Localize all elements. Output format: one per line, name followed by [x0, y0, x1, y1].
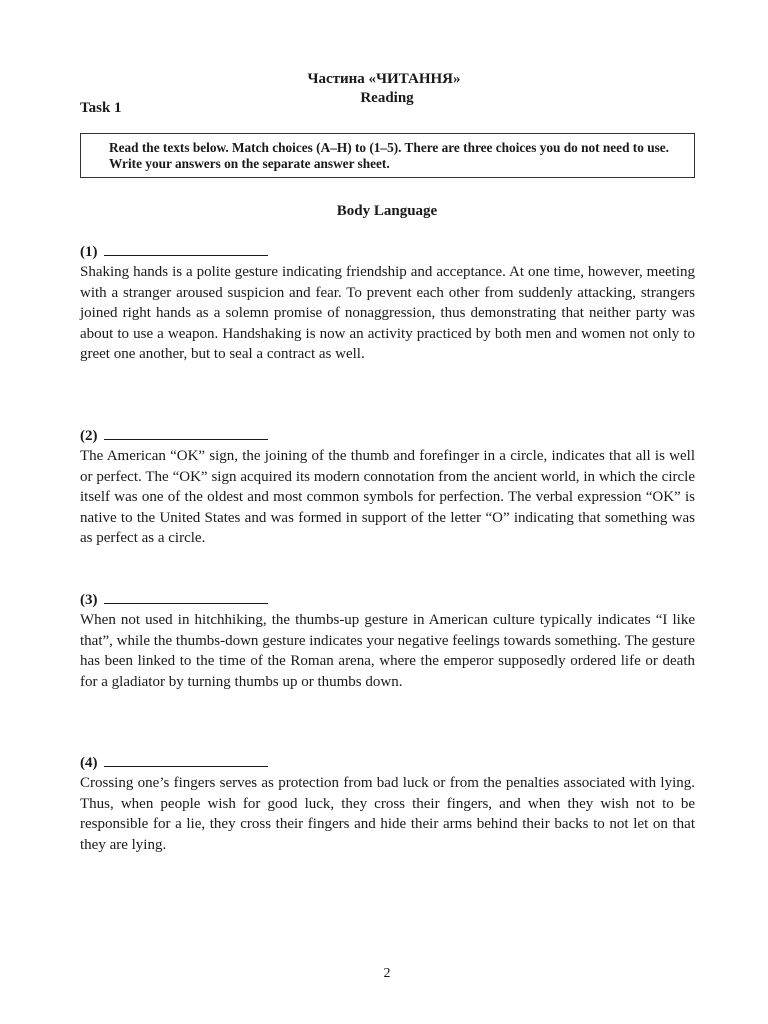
passage-body: The American “OK” sign, the joining of the thumb and forefinger in a circle, indicates that all is well or perfect. The “OK” sign acquired its modern connotation from the ancient world, in which the circle itself was one of the oldest and most common symbols for perfection. The verbal expression “OK” is native to the United States and was formed in support of the letter “O” indicating that something was as perfect as a circle.	[80, 448, 695, 547]
section-title: Reading	[360, 90, 414, 106]
passage-number: (4)	[80, 755, 98, 771]
passage-number: (2)	[80, 428, 98, 444]
task-label: Task 1	[80, 100, 122, 116]
part-title: Частина «ЧИТАННЯ»	[307, 71, 461, 87]
text-title: Body Language	[336, 203, 438, 219]
answer-blank	[104, 590, 268, 604]
answer-blank	[104, 426, 268, 440]
passage-4	[80, 753, 695, 855]
page-number: 2	[383, 966, 391, 981]
passage-heading	[80, 426, 695, 446]
passage-3	[80, 590, 695, 692]
passage-body: Shaking hands is a polite gesture indicating friendship and acceptance. At one time, however, meeting with a stranger aroused suspicion and fear. To prevent each other from suddenly attacking, strangers joined right hands as a solemn promise of nonaggression, thus demonstrating that neither party was about to use a weapon. Handshaking is now an activity practiced by both men and women not only to greet one another, but to seal a contract as well.	[80, 264, 695, 363]
answer-blank	[104, 242, 268, 256]
instructions-box	[80, 133, 695, 178]
passage-body: When not used in hitchhiking, the thumbs-up gesture in American culture typically indicates “I like that”, while the thumbs-down gesture indicates your negative feelings towards something. The gesture has been linked to the time of the Roman arena, where the emperor supposedly ordered life or death for a gladiator by turning thumbs up or thumbs down.	[80, 612, 695, 690]
passage-heading	[80, 753, 695, 773]
passage-body: Crossing one’s fingers serves as protection from bad luck or from the penalties associated with lying. Thus, when people wish for good luck, they cross their fingers, and when they wish not to be responsible for a lie, they cross their fingers and hide their arms behind their backs to not let on that they are lying.	[80, 775, 695, 853]
passage-number: (3)	[80, 592, 98, 608]
passage-2	[80, 426, 695, 549]
answer-blank	[104, 753, 268, 767]
passage-1	[80, 242, 695, 365]
passage-heading	[80, 590, 695, 610]
passage-number: (1)	[80, 244, 98, 260]
instructions-text: Read the texts below. Match choices (A–H) to (1–5). There are three choices you do not need to use. Write your answers on the separate answer sheet.	[109, 140, 669, 171]
passage-heading	[80, 242, 695, 262]
